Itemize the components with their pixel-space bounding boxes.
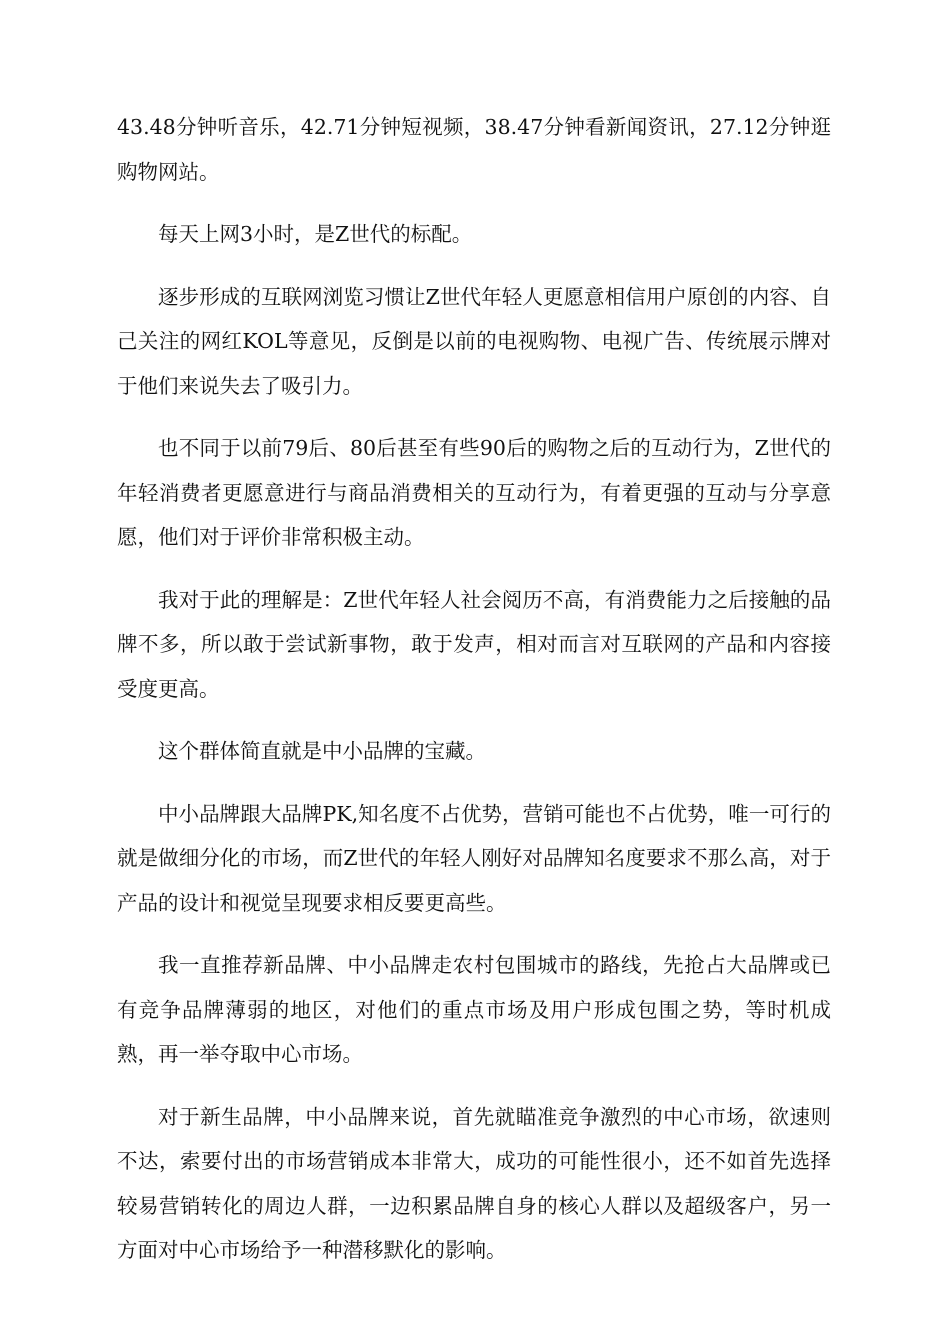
paragraph: 也不同于以前79后、80后甚至有些90后的购物之后的互动行为，Z世代的年轻消费者更愿意进行与商品消费相关的互动行为，有着更强的互动与分享意愿，他们对于评价非常积极主动。 bbox=[117, 436, 831, 549]
document-body bbox=[117, 105, 831, 1291]
paragraph: 对于新生品牌，中小品牌来说，首先就瞄准竞争激烈的中心市场，欲速则不达，索要付出的市场营销成本非常大，成功的可能性很小，还不如首先选择较易营销转化的周边人群，一边积累品牌自身的核心人群以及超级客户，另一方面对中心市场给予一种潜移默化的影响。 bbox=[117, 1104, 831, 1262]
paragraph: 逐步形成的互联网浏览习惯让Z世代年轻人更愿意相信用户原创的内容、自己关注的网红KOL等意见，反倒是以前的电视购物、电视广告、传统展示牌对于他们来说失去了吸引力。 bbox=[117, 284, 831, 398]
paragraph: 我对于此的理解是：Z世代年轻人社会阅历不高，有消费能力之后接触的品牌不多，所以敢于尝试新事物，敢于发声，相对而言对互联网的产品和内容接受度更高。 bbox=[117, 587, 831, 701]
paragraph-continued: 43.48分钟听音乐，42.71分钟短视频，38.47分钟看新闻资讯，27.12分钟逛购物网站。 bbox=[117, 115, 831, 184]
paragraph: 我一直推荐新品牌、中小品牌走农村包围城市的路线，先抢占大品牌或已有竞争品牌薄弱的地区，对他们的重点市场及用户形成包围之势，等时机成熟，再一举夺取中心市场。 bbox=[117, 953, 831, 1066]
paragraph: 中小品牌跟大品牌PK,知名度不占优势，营销可能也不占优势，唯一可行的就是做细分化的市场，而Z世代的年轻人刚好对品牌知名度要求不那么高，对于产品的设计和视觉呈现要求相反要更高些。 bbox=[117, 801, 831, 915]
paragraph: 这个群体简直就是中小品牌的宝藏。 bbox=[158, 739, 486, 763]
paragraph: 每天上网3小时，是Z世代的标配。 bbox=[158, 222, 473, 246]
